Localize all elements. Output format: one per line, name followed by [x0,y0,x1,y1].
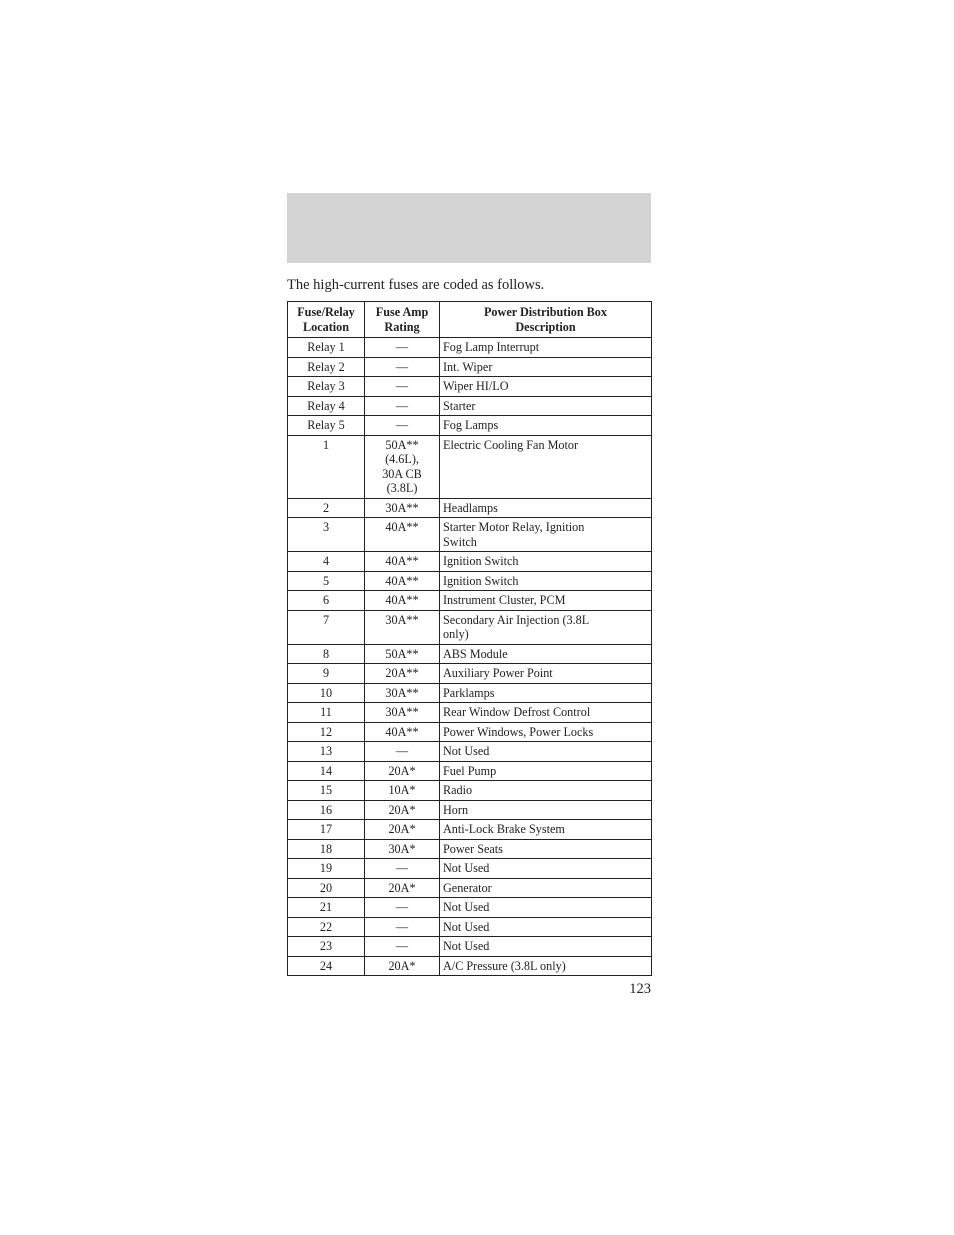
table-row [288,552,652,572]
cell-description: Instrument Cluster, PCM [440,591,652,611]
cell-description: Not Used [440,742,652,762]
table-row [288,435,652,498]
cell-description: Not Used [440,859,652,879]
cell-location: 20 [288,878,365,898]
cell-location: 8 [288,644,365,664]
table-row [288,800,652,820]
cell-description: Horn [440,800,652,820]
cell-description: Auxiliary Power Point [440,664,652,684]
cell-rating: — [365,937,440,957]
cell-rating: — [365,357,440,377]
cell-description: Starter Motor Relay, Ignition Switch [440,518,652,552]
table-row [288,859,652,879]
cell-rating: 50A** (4.6L), 30A CB (3.8L) [365,435,440,498]
cell-location: 11 [288,703,365,723]
cell-description: Not Used [440,917,652,937]
cell-rating: 40A** [365,552,440,572]
cell-description: Anti-Lock Brake System [440,820,652,840]
table-row [288,761,652,781]
table-row [288,644,652,664]
header-rating: Fuse Amp Rating [365,302,440,338]
cell-description: Radio [440,781,652,801]
cell-rating: 40A** [365,591,440,611]
cell-location: 10 [288,683,365,703]
cell-rating: 40A** [365,571,440,591]
cell-location: 4 [288,552,365,572]
cell-description: Headlamps [440,498,652,518]
table-row [288,956,652,976]
cell-rating: 20A* [365,800,440,820]
cell-rating: — [365,377,440,397]
cell-rating: 50A** [365,644,440,664]
cell-location: 18 [288,839,365,859]
cell-rating: 20A* [365,820,440,840]
cell-description: Fuel Pump [440,761,652,781]
table-row [288,396,652,416]
cell-description: Starter [440,396,652,416]
cell-location: Relay 2 [288,357,365,377]
cell-location: Relay 1 [288,338,365,358]
cell-location: 15 [288,781,365,801]
cell-rating: 30A* [365,839,440,859]
cell-description: Not Used [440,937,652,957]
cell-description: Rear Window Defrost Control [440,703,652,723]
table-header-row [288,302,652,338]
cell-rating: 20A* [365,956,440,976]
cell-location: 7 [288,610,365,644]
cell-rating: — [365,859,440,879]
table-row [288,937,652,957]
table-row [288,571,652,591]
cell-description: Secondary Air Injection (3.8L only) [440,610,652,644]
cell-description: Power Windows, Power Locks [440,722,652,742]
table-row [288,898,652,918]
cell-description: ABS Module [440,644,652,664]
cell-location: 12 [288,722,365,742]
cell-description: Ignition Switch [440,571,652,591]
fuse-table [287,301,652,976]
cell-description: Parklamps [440,683,652,703]
cell-rating: 40A** [365,518,440,552]
table-row [288,610,652,644]
cell-location: 3 [288,518,365,552]
cell-description: A/C Pressure (3.8L only) [440,956,652,976]
table-row [288,917,652,937]
table-row [288,683,652,703]
cell-description: Fog Lamps [440,416,652,436]
cell-description: Not Used [440,898,652,918]
cell-location: 6 [288,591,365,611]
cell-description: Generator [440,878,652,898]
fuse-table-body [288,338,652,976]
table-row [288,591,652,611]
cell-rating: 30A** [365,498,440,518]
intro-text: The high-current fuses are coded as follows. [287,277,545,293]
cell-rating: — [365,898,440,918]
cell-location: 17 [288,820,365,840]
table-row [288,820,652,840]
cell-rating: 20A* [365,761,440,781]
table-row [288,703,652,723]
cell-rating: — [365,396,440,416]
cell-rating: — [365,338,440,358]
cell-rating: 10A* [365,781,440,801]
table-row [288,839,652,859]
cell-location: 9 [288,664,365,684]
header-location: Fuse/Relay Location [288,302,365,338]
cell-description: Int. Wiper [440,357,652,377]
table-row [288,498,652,518]
cell-location: 21 [288,898,365,918]
table-row [288,377,652,397]
cell-location: 13 [288,742,365,762]
cell-rating: — [365,917,440,937]
table-row [288,416,652,436]
table-row [288,357,652,377]
cell-rating: — [365,416,440,436]
cell-rating: 20A* [365,878,440,898]
cell-location: 5 [288,571,365,591]
cell-description: Wiper HI/LO [440,377,652,397]
cell-rating: 30A** [365,610,440,644]
cell-location: 16 [288,800,365,820]
table-row [288,781,652,801]
table-row [288,742,652,762]
cell-location: Relay 5 [288,416,365,436]
cell-rating: 30A** [365,683,440,703]
cell-location: 14 [288,761,365,781]
table-row [288,722,652,742]
cell-location: 23 [288,937,365,957]
cell-rating: — [365,742,440,762]
cell-location: 24 [288,956,365,976]
cell-rating: 40A** [365,722,440,742]
cell-location: 19 [288,859,365,879]
table-row [288,338,652,358]
cell-description: Fog Lamp Interrupt [440,338,652,358]
page-number: 123 [629,981,651,997]
cell-description: Electric Cooling Fan Motor [440,435,652,498]
table-row [288,664,652,684]
cell-description: Ignition Switch [440,552,652,572]
header-description: Power Distribution Box Description [440,302,652,338]
cell-location: 1 [288,435,365,498]
cell-location: 22 [288,917,365,937]
header-band [287,193,651,263]
cell-location: Relay 4 [288,396,365,416]
cell-rating: 30A** [365,703,440,723]
cell-location: Relay 3 [288,377,365,397]
table-row [288,878,652,898]
cell-rating: 20A** [365,664,440,684]
table-row [288,518,652,552]
cell-location: 2 [288,498,365,518]
cell-description: Power Seats [440,839,652,859]
